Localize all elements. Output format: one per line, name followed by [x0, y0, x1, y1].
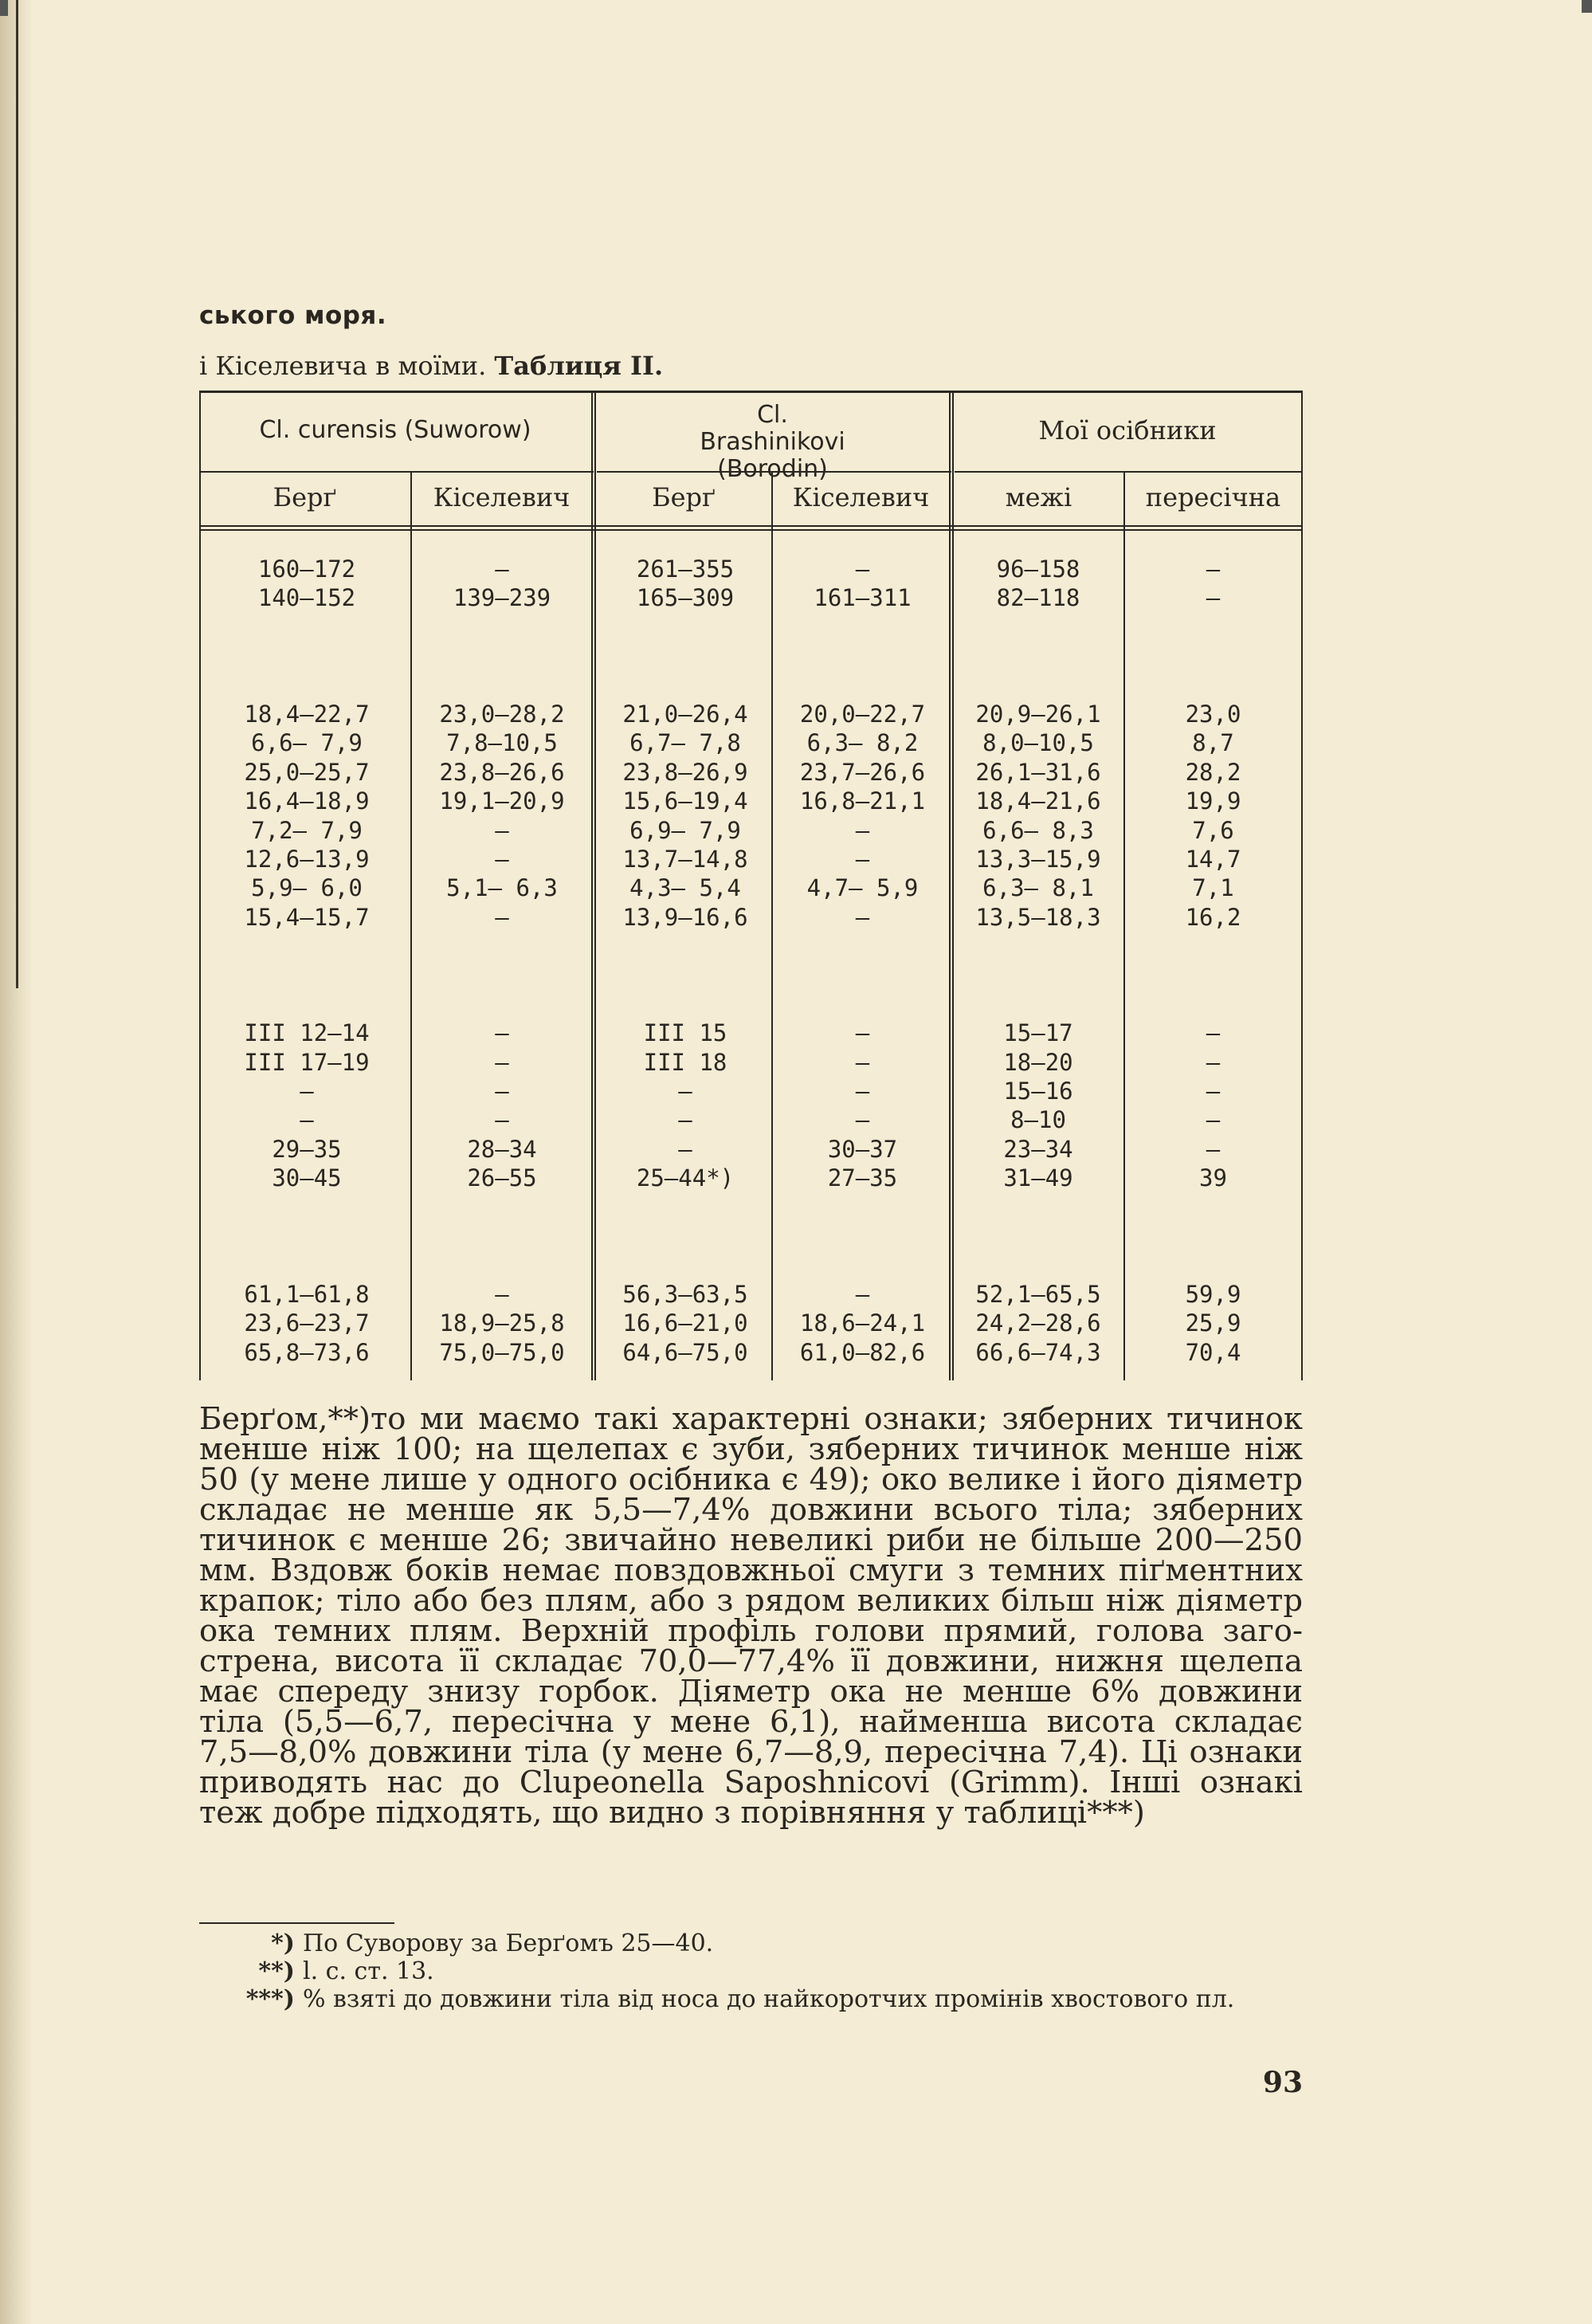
subheader-berg-1: Берґ [273, 482, 337, 512]
paragraph-line: Берґом,**)то ми маємо такі характерні ознаки; зяберних тичинок [199, 1401, 1303, 1437]
table-cell: — [678, 1078, 692, 1105]
table-cell [963, 1222, 1114, 1250]
table-cell: 16,2 [1185, 903, 1241, 931]
group-header-my-specimens: Мої осібники [1038, 415, 1217, 446]
table-cell: 4,7— 5,9 [806, 874, 919, 902]
table-column-berg-1 [231, 555, 382, 1367]
table-cell: 27—35 [827, 1164, 898, 1192]
table-cell: 6,7— 7,8 [629, 729, 741, 757]
table-cell [1135, 671, 1291, 700]
table-cell: III 12—14 [244, 1019, 370, 1047]
table-cell: 20,9—26,1 [975, 700, 1101, 728]
table-cell: 18,9—25,8 [439, 1309, 565, 1337]
subheader-average: пересічна [1145, 482, 1281, 512]
table-cell: 66,6—74,3 [975, 1338, 1101, 1366]
table-cell [785, 990, 940, 1019]
binding-line [16, 0, 18, 988]
table-cell [231, 932, 382, 960]
table-left-rule [199, 391, 201, 1380]
header-rule-group1 [199, 471, 594, 473]
header-rule-group3 [955, 471, 1303, 473]
table-cell: 161—311 [814, 584, 912, 612]
table-cell: — [495, 1019, 509, 1047]
table-cell [422, 990, 582, 1019]
table-cell: 70,4 [1185, 1338, 1241, 1366]
table-cell: 65,8—73,6 [244, 1338, 370, 1366]
table-cell [1135, 642, 1291, 670]
table-cell: — [855, 1019, 870, 1047]
table-cell [231, 1193, 382, 1222]
table-cell: 26—55 [467, 1164, 537, 1192]
table-cell: 23,7—26,6 [799, 758, 926, 786]
table-cell [785, 960, 940, 989]
table-cell: 6,9— 7,9 [629, 816, 741, 844]
table-cell: 19,1—20,9 [439, 787, 565, 815]
table-cell [963, 1250, 1114, 1279]
table-cell [231, 1222, 382, 1250]
table-cell: — [495, 1280, 509, 1308]
footnote-3-marker: ***) [245, 1985, 295, 2013]
paragraph-line: 7,5—8,0% довжини тіла (у мене 6,7—8,9, пересічна 7,4). Ці ознаки [199, 1734, 1303, 1770]
paragraph-line: крапок; тіло або без плям, або з рядом великих більш ніж діяметр [199, 1583, 1303, 1619]
col-rule-2 [771, 471, 773, 1380]
table-cell: 23,6—23,7 [244, 1309, 370, 1337]
table-cell: 6,6— 8,3 [982, 816, 1094, 844]
table-cell: 25—44*) [636, 1164, 735, 1192]
table-cell [1135, 960, 1291, 989]
header-bottom-rule-a [199, 525, 1303, 527]
table-cell: 23,0 [1185, 700, 1241, 728]
table-cell [422, 932, 582, 960]
footnote-3-text: % взяті до довжини тіла від носа до найкоротчих промінів хвостового пл. [303, 1985, 1235, 2013]
paragraph-line: теж добре підходять, що видно з порівняння у таблиці***) [199, 1795, 1145, 1831]
table-cell [963, 642, 1114, 670]
heading-line-2-prefix: і Кіселевича в моїми. [199, 351, 495, 381]
table-cell: — [300, 1106, 314, 1134]
table-cell: III 17—19 [244, 1048, 370, 1076]
table-cell: — [855, 816, 870, 844]
table-cell [610, 990, 761, 1019]
table-cell: — [855, 1078, 870, 1105]
table-cell: 15—16 [1003, 1078, 1073, 1105]
table-cell: — [495, 903, 509, 931]
table-cell: — [1206, 584, 1221, 612]
table-cell: 15—17 [1003, 1019, 1073, 1047]
table-cell [785, 932, 940, 960]
binding-mark [0, 0, 8, 16]
paragraph-line: приводять нас до Clupeonella Saposhnicovi (Grimm). Інші ознакі [199, 1765, 1303, 1800]
table-cell [963, 932, 1114, 960]
table-cell: 23—34 [1003, 1135, 1073, 1163]
table-cell: 16,4—18,9 [244, 787, 370, 815]
table-cell: 25,9 [1185, 1309, 1241, 1337]
table-cell [610, 932, 761, 960]
table-cell: — [495, 1106, 509, 1134]
paragraph-line: ока темних плям. Верхній профіль голови прямий, голова заго- [199, 1613, 1303, 1649]
table-cell: — [678, 1135, 692, 1163]
subheader-limits: межі [1005, 482, 1072, 512]
table-cell [963, 990, 1114, 1019]
table-column-berg-2 [610, 555, 761, 1367]
table-cell: 13,7—14,8 [622, 845, 748, 873]
data-table [199, 391, 1303, 1380]
table-cell: 7,6 [1192, 816, 1234, 844]
table-cell: — [1206, 1019, 1221, 1047]
table-cell: 4,3— 5,4 [629, 874, 741, 902]
paragraph-line: тіла (5,5—6,7, пересічна у мене 6,1), найменша висота складає [199, 1704, 1303, 1740]
table-cell: — [495, 845, 509, 873]
table-cell: 8—10 [1010, 1106, 1066, 1134]
table-cell: 26,1—31,6 [975, 758, 1101, 786]
table-cell: 8,7 [1192, 729, 1234, 757]
group-rule-1 [591, 391, 596, 1380]
table-cell [785, 1193, 940, 1222]
footnote-1-text: По Суворову за Берґомъ 25—40. [303, 1929, 714, 1957]
table-cell: 18,4—21,6 [975, 787, 1101, 815]
table-cell: 16,8—21,1 [799, 787, 926, 815]
table-cell: 29—35 [272, 1135, 342, 1163]
table-cell [785, 642, 940, 670]
table-cell [1135, 990, 1291, 1019]
table-column-limits [963, 555, 1114, 1367]
table-cell: 7,2— 7,9 [251, 816, 363, 844]
paragraph-line: стрена, висота її складає 70,0—77,4% її довжини, нижня щелепа [199, 1643, 1303, 1679]
table-cell: 28,2 [1185, 758, 1241, 786]
table-cell: 52,1—65,5 [975, 1280, 1101, 1308]
table-cell: 165—309 [636, 584, 735, 612]
subheader-kiselevich-2: Кіселевич [792, 482, 930, 512]
paragraph-line: має спереду знизу горбок. Діяметр ока не менше 6% довжини [199, 1674, 1303, 1710]
footnote-3 [199, 1986, 1234, 2013]
table-cell: 6,3— 8,1 [982, 874, 1094, 902]
table-cell [610, 613, 761, 642]
table-cell: 140—152 [257, 584, 356, 612]
table-cell: 23,8—26,9 [622, 758, 748, 786]
table-cell: 18,6—24,1 [799, 1309, 926, 1337]
table-cell [422, 642, 582, 670]
table-cell [610, 642, 761, 670]
table-cell [610, 1193, 761, 1222]
table-cell: 6,3— 8,2 [806, 729, 919, 757]
footnote-2-text: l. c. ст. 13. [303, 1957, 434, 1985]
table-cell [231, 1250, 382, 1279]
table-cell: — [855, 903, 870, 931]
heading-line-2 [199, 351, 663, 381]
table-cell: — [855, 555, 870, 583]
table-cell: — [1206, 555, 1221, 583]
table-cell: 18—20 [1003, 1048, 1073, 1076]
header-bottom-rule-b [199, 529, 1303, 531]
table-right-rule [1301, 391, 1303, 1380]
table-cell: 30—37 [827, 1135, 898, 1163]
table-cell: 21,0—26,4 [622, 700, 748, 728]
table-cell [963, 613, 1114, 642]
table-column-average [1135, 555, 1291, 1367]
group-rule-2 [949, 391, 954, 1380]
table-cell: — [678, 1106, 692, 1134]
table-cell [231, 613, 382, 642]
table-cell [1135, 1250, 1291, 1279]
table-cell: — [1206, 1048, 1221, 1076]
table-top-rule [199, 391, 1303, 393]
group-header-brashinikovi: Cl. Brashinikovi (Borodin) [700, 401, 845, 483]
table-cell: 15,4—15,7 [244, 903, 370, 931]
table-cell: 8,0—10,5 [982, 729, 1094, 757]
table-cell: 30—45 [272, 1164, 342, 1192]
table-cell: — [495, 555, 509, 583]
footnote-1 [199, 1930, 713, 1957]
table-caption: Таблиця II. [494, 351, 664, 381]
table-cell: 23,8—26,6 [439, 758, 565, 786]
table-cell: 6,6— 7,9 [251, 729, 363, 757]
table-cell [1135, 613, 1291, 642]
table-cell [422, 613, 582, 642]
table-cell: 261—355 [636, 555, 735, 583]
table-cell [1135, 1193, 1291, 1222]
col-rule-1 [410, 471, 412, 1380]
table-cell: 14,7 [1185, 845, 1241, 873]
corner-mark [1582, 0, 1592, 13]
paragraph-line: складає не менше як 5,5—7,4% довжини всього тіла; зяберних [199, 1492, 1303, 1528]
footnote-2 [199, 1958, 434, 1985]
table-cell [785, 1222, 940, 1250]
heading-line-1: ського моря. [199, 301, 387, 330]
table-cell: — [495, 1048, 509, 1076]
table-cell: — [855, 1106, 870, 1134]
table-cell [610, 960, 761, 989]
table-column-kiselevich-1 [422, 555, 582, 1367]
table-cell: 31—49 [1003, 1164, 1073, 1192]
col-rule-3 [1123, 471, 1125, 1380]
table-cell: 7,8—10,5 [446, 729, 558, 757]
table-cell [610, 671, 761, 700]
table-column-kiselevich-2 [785, 555, 940, 1367]
table-cell [785, 613, 940, 642]
page-binding-edge [0, 0, 33, 2324]
table-cell [422, 1222, 582, 1250]
table-cell: 82—118 [996, 584, 1080, 612]
table-cell: 64,6—75,0 [622, 1338, 748, 1366]
table-cell: 160—172 [257, 555, 356, 583]
table-cell [963, 960, 1114, 989]
table-cell [963, 1193, 1114, 1222]
table-cell [963, 671, 1114, 700]
table-cell: 18,4—22,7 [244, 700, 370, 728]
table-cell: — [495, 816, 509, 844]
table-cell: — [1206, 1078, 1221, 1105]
table-cell: — [300, 1078, 314, 1105]
table-cell: 61,0—82,6 [799, 1338, 926, 1366]
table-cell: 15,6—19,4 [622, 787, 748, 815]
table-cell: 7,1 [1192, 874, 1234, 902]
table-cell: 56,3—63,5 [622, 1280, 748, 1308]
table-cell: 12,6—13,9 [244, 845, 370, 873]
table-cell: — [855, 845, 870, 873]
table-cell [422, 960, 582, 989]
table-cell: 61,1—61,8 [244, 1280, 370, 1308]
table-cell: 59,9 [1185, 1280, 1241, 1308]
table-cell [422, 1193, 582, 1222]
table-cell: — [495, 1078, 509, 1105]
table-cell: — [855, 1048, 870, 1076]
table-cell: — [1206, 1106, 1221, 1134]
footnote-rule [199, 1922, 394, 1924]
table-cell: 39 [1199, 1164, 1227, 1192]
table-cell: 19,9 [1185, 787, 1241, 815]
table-cell [231, 671, 382, 700]
body-paragraph [199, 1401, 1303, 1831]
table-cell: 13,3—15,9 [975, 845, 1101, 873]
paragraph-line: менше ніж 100; на щелепах є зуби, зяберних тичинок менше ніж [199, 1431, 1303, 1467]
table-cell [1135, 1222, 1291, 1250]
table-cell: 5,9— 6,0 [251, 874, 363, 902]
footnote-1-marker: *) [271, 1929, 295, 1957]
table-cell: 23,0—28,2 [439, 700, 565, 728]
table-cell: 25,0—25,7 [244, 758, 370, 786]
table-cell: — [855, 1280, 870, 1308]
footnote-2-marker: **) [258, 1957, 295, 1985]
table-cell: III 18 [643, 1048, 727, 1076]
table-cell: — [1206, 1135, 1221, 1163]
table-cell [422, 1250, 582, 1279]
group-header-curensis: Cl. curensis (Suworow) [259, 416, 531, 444]
paragraph-line: мм. Вздовж боків немає повздовжньої смуги з темних піґментних [199, 1553, 1303, 1588]
page-number: 93 [1262, 2066, 1303, 2099]
table-cell: 28—34 [467, 1135, 537, 1163]
table-cell: 13,5—18,3 [975, 903, 1101, 931]
table-cell: 139—239 [453, 584, 551, 612]
table-cell [231, 642, 382, 670]
table-cell: 20,0—22,7 [799, 700, 926, 728]
table-cell [1135, 932, 1291, 960]
table-cell: 13,9—16,6 [622, 903, 748, 931]
table-cell: 24,2—28,6 [975, 1309, 1101, 1337]
table-cell [785, 671, 940, 700]
table-cell: 16,6—21,0 [622, 1309, 748, 1337]
subheader-berg-2: Берґ [652, 482, 716, 512]
table-cell: 75,0—75,0 [439, 1338, 565, 1366]
table-cell: 96—158 [996, 555, 1080, 583]
table-cell [785, 1250, 940, 1279]
paragraph-line: 50 (у мене лише у одного осібника є 49); око велике і його діяметр [199, 1462, 1303, 1498]
table-cell: III 15 [643, 1019, 727, 1047]
paragraph-line: тичинок є менше 26; звичайно невеликі риби не більше 200—250 [199, 1522, 1303, 1558]
table-cell: 5,1— 6,3 [446, 874, 558, 902]
table-cell [422, 671, 582, 700]
table-cell [231, 990, 382, 1019]
table-cell [231, 960, 382, 989]
table-cell [610, 1250, 761, 1279]
subheader-kiselevich-1: Кіселевич [433, 482, 571, 512]
table-cell [610, 1222, 761, 1250]
